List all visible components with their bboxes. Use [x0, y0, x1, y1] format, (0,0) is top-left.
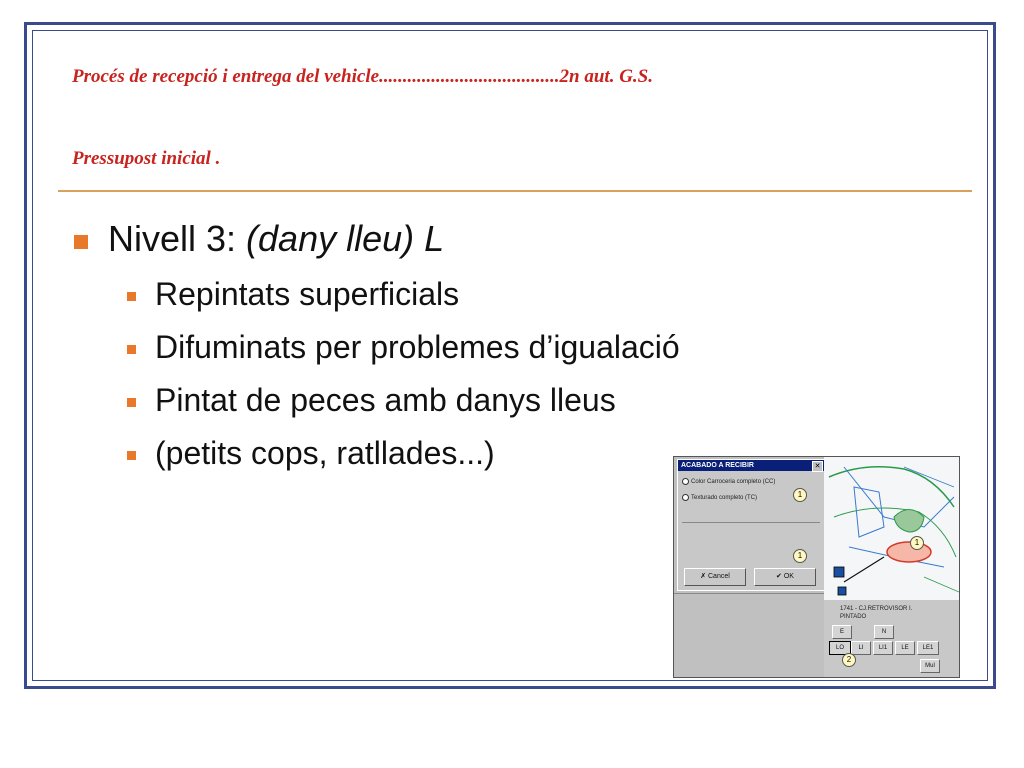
finish-dialog [677, 459, 825, 591]
option-label: Texturado completo (TC) [691, 495, 758, 502]
callout-number: 1 [910, 536, 924, 550]
option-texturado[interactable] [682, 494, 757, 501]
callout-number: 1 [793, 488, 807, 502]
panel-button-e[interactable]: E [832, 625, 852, 639]
radio-icon[interactable] [682, 494, 689, 501]
lower-panel [674, 593, 824, 678]
panel-button-le[interactable]: LE [895, 641, 915, 655]
radio-icon[interactable] [682, 478, 689, 485]
panel-button-li[interactable]: LI [851, 641, 871, 655]
sub-bullet-2: Difuminats per problemes d’igualació [155, 329, 680, 365]
callout-number: 2 [842, 653, 856, 667]
sub-bullet-marker [127, 398, 136, 407]
part-info-line: 1741 - CJ.RETROVISOR I. [840, 606, 913, 612]
panel-button-mul[interactable]: Mul [920, 659, 940, 673]
sub-bullet-1: Repintats superficials [155, 276, 460, 312]
main-bullet-marker [74, 235, 88, 249]
part-info-text [840, 605, 912, 621]
sub-bullet-marker [127, 345, 136, 354]
part-info-panel [824, 600, 960, 678]
dialog-separator [682, 522, 820, 523]
part-info-line: PINTADO [840, 614, 867, 620]
main-bullet-prefix: Nivell 3: [108, 218, 247, 259]
main-bullet [108, 218, 444, 260]
main-bullet-italic: (dany lleu) L [246, 218, 445, 259]
dialog-title: ACABADO A RECIBIR [678, 460, 824, 471]
option-label: Color Carroceria completo (CC) [691, 479, 776, 486]
sub-bullet-marker [127, 451, 136, 460]
ok-button[interactable]: ✔ OK [754, 568, 816, 586]
panel-button-le1[interactable]: LE1 [917, 641, 939, 655]
software-screenshot [673, 456, 960, 678]
panel-button-n[interactable]: N [874, 625, 894, 639]
title-divider [58, 190, 972, 192]
callout-number: 1 [793, 549, 807, 563]
panel-button-li1[interactable]: LI1 [873, 641, 893, 655]
sub-bullet-3: Pintat de peces amb danys lleus [155, 382, 616, 418]
panel-button-lo[interactable]: LO [829, 641, 851, 655]
cancel-button[interactable]: ✗ Cancel [684, 568, 746, 586]
option-color-carroceria[interactable] [682, 478, 775, 485]
close-icon[interactable]: ✕ [812, 461, 823, 472]
car-door-drawing [824, 457, 960, 600]
slide-title: Procés de recepció i entrega del vehicle......................................2n aut. G.S. [72, 66, 654, 87]
sub-bullet-4: (petits cops, ratllades...) [155, 435, 495, 471]
sub-bullet-marker [127, 292, 136, 301]
slide-subtitle: Pressupost inicial . [72, 148, 221, 169]
